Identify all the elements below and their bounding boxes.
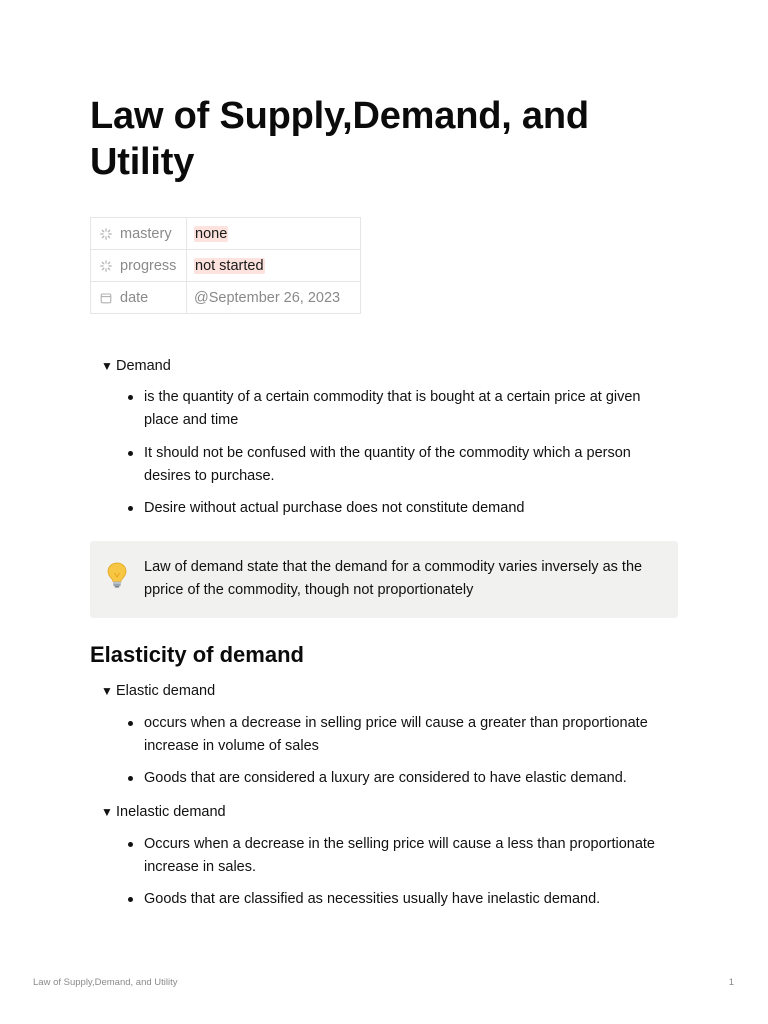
property-key-cell — [91, 282, 187, 314]
bullet-icon — [128, 721, 133, 726]
bullet-icon — [128, 395, 133, 400]
property-value-cell[interactable] — [187, 218, 361, 250]
property-row-mastery — [91, 218, 361, 250]
section-heading-elasticity: Elasticity of demand — [90, 642, 304, 667]
property-key-label: date — [120, 289, 149, 306]
bullet-icon — [128, 776, 133, 781]
lightbulb-icon — [105, 561, 129, 589]
list-item: Goods that are classified as necessities usually have inelastic demand. — [126, 888, 684, 911]
properties-table — [90, 217, 361, 314]
property-key-label: progress — [120, 257, 177, 274]
list-item: It should not be confused with the quantity of the commodity which a person desires to purchase. — [126, 442, 666, 488]
status-loading-icon — [100, 228, 112, 240]
toggle-label: Elastic demand — [116, 683, 216, 699]
property-value-cell[interactable] — [187, 282, 361, 314]
mastery-tag[interactable]: none — [195, 225, 228, 242]
callout-box — [90, 541, 678, 618]
property-row-date — [91, 282, 361, 314]
list-item: occurs when a decrease in selling price will cause a greater than proportionate increase in volume of sales — [126, 712, 676, 758]
property-key-cell — [91, 250, 187, 282]
toggle-elastic-demand[interactable] — [101, 681, 215, 701]
property-value-cell[interactable] — [187, 250, 361, 282]
list-item: Desire without actual purchase does not constitute demand — [126, 497, 666, 520]
toggle-demand[interactable] — [101, 356, 171, 376]
list-item: Goods that are considered a luxury are considered to have elastic demand. — [126, 767, 676, 790]
toggle-arrow-icon[interactable]: ▼ — [101, 359, 113, 373]
toggle-arrow-icon[interactable]: ▼ — [101, 684, 113, 698]
status-loading-icon — [100, 260, 112, 272]
toggle-inelastic-demand[interactable] — [101, 802, 226, 822]
page-title: Law of Supply,Demand, and Utility — [90, 95, 589, 183]
progress-tag[interactable]: not started — [195, 257, 264, 274]
toggle-label: Demand — [116, 358, 171, 374]
callout-text: Law of demand state that the demand for a commodity varies inversely as the pprice of the commodity, though not proportionately — [144, 559, 643, 598]
footer-title: Law of Supply,Demand, and Utility — [33, 977, 178, 988]
date-value[interactable]: @September 26, 2023 — [194, 289, 341, 306]
list-item: Occurs when a decrease in the selling price will cause a less than proportionate increase in sales. — [126, 833, 684, 879]
calendar-icon — [100, 292, 112, 304]
bullet-icon — [128, 897, 133, 902]
property-row-progress — [91, 250, 361, 282]
bullet-icon — [128, 506, 133, 511]
toggle-label: Inelastic demand — [116, 804, 226, 820]
bullet-icon — [128, 451, 133, 456]
list-item: is the quantity of a certain commodity that is bought at a certain price at given place and time — [126, 386, 666, 432]
property-key-label: mastery — [120, 225, 172, 242]
footer-page-number: 1 — [728, 977, 734, 988]
property-key-cell — [91, 218, 187, 250]
toggle-arrow-icon[interactable]: ▼ — [101, 805, 113, 819]
bullet-icon — [128, 842, 133, 847]
